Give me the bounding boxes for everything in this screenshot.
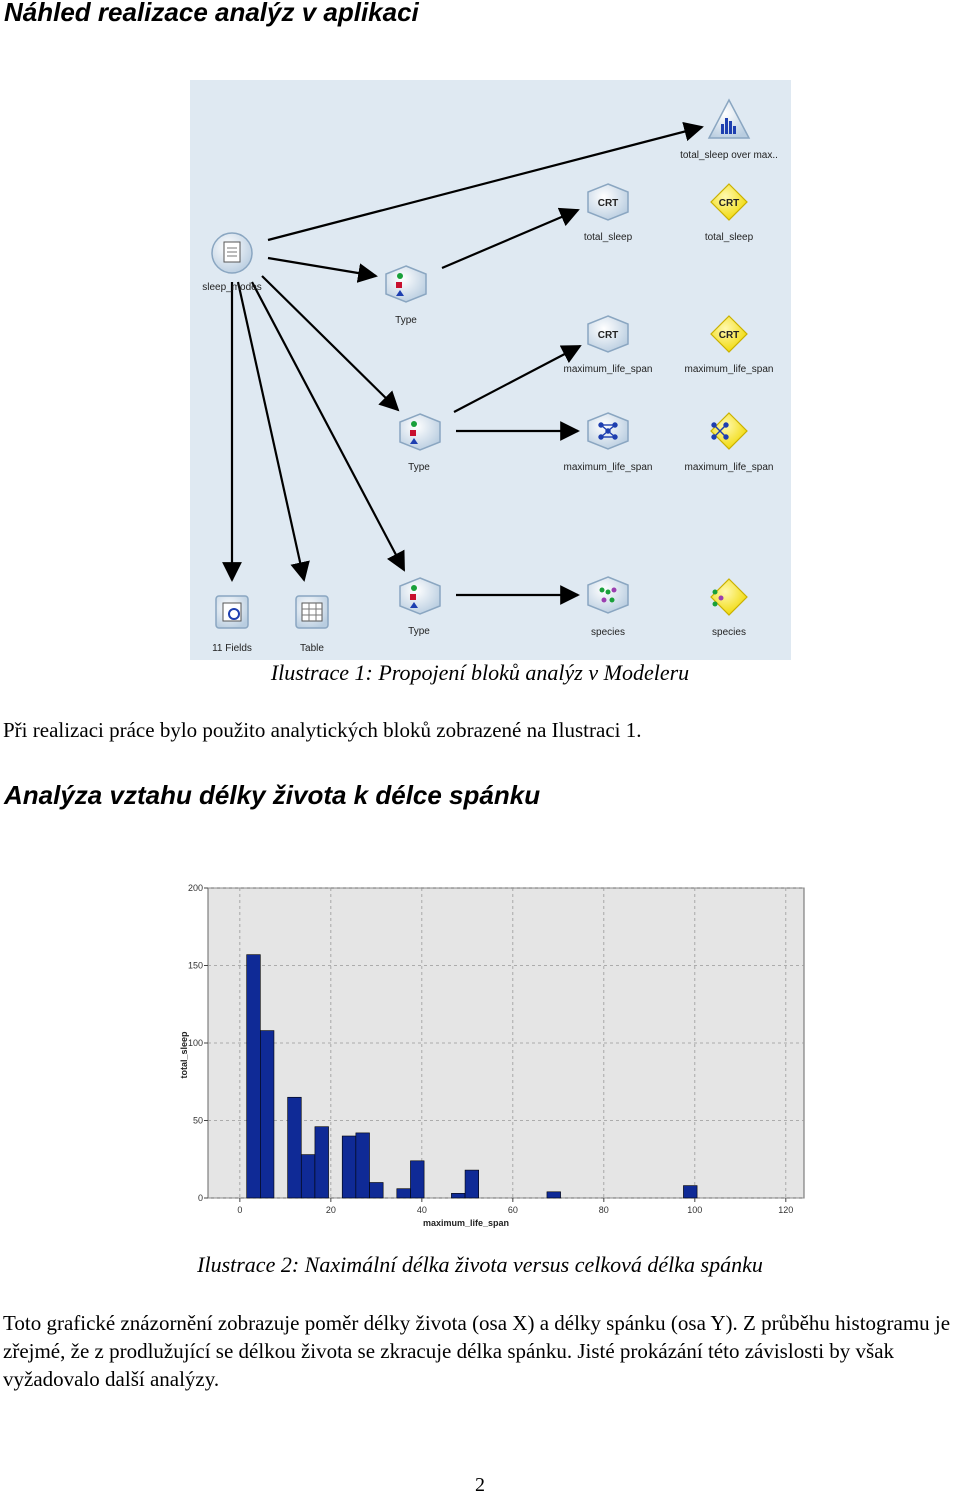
x-tick-label: 80 — [598, 1205, 609, 1215]
histogram-bar — [356, 1133, 370, 1198]
x-tick-label: 40 — [416, 1205, 427, 1215]
cart-icon: CRT — [597, 198, 619, 209]
type-node-2[interactable] — [400, 414, 440, 473]
data-audit-node-label: 11 Fields — [212, 643, 252, 654]
histogram-bar — [451, 1193, 465, 1198]
histogram-bar — [370, 1183, 384, 1199]
page-number: 2 — [475, 1474, 485, 1496]
table-node-label: Table — [300, 643, 324, 654]
paragraph-intro: Při realizaci práce bylo použito analytických bloků zobrazené na Ilustraci 1. — [3, 718, 642, 742]
link-source-type2 — [262, 276, 398, 410]
type-node-3-label: Type — [408, 626, 430, 637]
histogram-bar — [683, 1186, 697, 1198]
y-tick-label: 50 — [192, 1115, 203, 1126]
modeler-stream-diagram — [190, 80, 791, 660]
link-source-type1 — [268, 258, 376, 276]
cart-model-icon: CRT — [718, 198, 740, 209]
histogram-bar — [301, 1155, 315, 1198]
type-node-2-label: Type — [408, 462, 430, 473]
paragraph-description: Toto grafické znázornění zobrazuje poměr délky života (osa X) a délky spánku (osa Y). Z průběhu histogramu je zřejmé, že z prodlužující se délkou života se zkracuje délka spánku. Jisté prokázání této závislosti by však vyžadovalo další analýzy. — [3, 1311, 951, 1391]
y-tick-label: 100 — [187, 1038, 203, 1048]
type-node-3[interactable] — [400, 578, 440, 637]
link-source-type3 — [252, 282, 404, 570]
histogram-bar — [397, 1189, 411, 1198]
type-node-1-label: Type — [395, 315, 417, 326]
link-type1-cart1 — [442, 210, 578, 268]
histogram-bar — [288, 1097, 302, 1198]
neural-net-model-label: maximum_life_span — [684, 462, 774, 473]
y-tick-label: 150 — [187, 960, 203, 971]
cart-node-2[interactable] — [564, 316, 653, 375]
link-source-table — [238, 282, 304, 580]
cluster-model-label: species — [712, 627, 746, 638]
histogram-bar — [342, 1136, 356, 1198]
histogram-bar — [410, 1161, 424, 1198]
x-tick-label: 100 — [687, 1205, 703, 1215]
histogram-svg — [170, 880, 810, 1230]
graph-node[interactable] — [680, 100, 778, 161]
histogram-bar — [315, 1127, 329, 1198]
x-tick-label: 0 — [237, 1205, 243, 1215]
histogram-chart — [170, 880, 810, 1235]
link-source-graph — [268, 127, 702, 240]
stream-canvas — [190, 80, 791, 660]
cart-model-2-label: maximum_life_span — [684, 364, 774, 375]
y-tick-label: 200 — [187, 883, 203, 893]
y-tick-label: 0 — [197, 1193, 203, 1203]
figure-caption-1: Ilustrace 1: Propojení bloků analýz v Modeleru — [270, 660, 690, 685]
histogram-bar — [547, 1192, 561, 1198]
table-node[interactable] — [296, 596, 328, 654]
stream-connections — [232, 127, 702, 595]
source-node[interactable] — [202, 233, 261, 293]
source-node-label: sleep_modes — [202, 282, 262, 293]
cart-model-1[interactable] — [705, 184, 754, 243]
histogram-bar — [260, 1031, 274, 1198]
cluster-node[interactable] — [588, 577, 628, 638]
figure-caption-2: Ilustrace 2: Naximální délka života versus celková délka spánku — [197, 1252, 763, 1277]
neural-net-model[interactable] — [685, 413, 774, 473]
neural-net-node-label: maximum_life_span — [563, 462, 653, 473]
link-type2-cart2 — [454, 346, 580, 412]
cluster-model[interactable] — [711, 579, 747, 638]
table-icon — [302, 603, 322, 621]
y-axis-title: total_sleep — [179, 1031, 189, 1079]
x-tick-label: 120 — [778, 1205, 794, 1215]
histogram-bar — [465, 1170, 479, 1198]
cart-model-2[interactable] — [685, 316, 774, 375]
cart-node-1-label: total_sleep — [583, 232, 633, 243]
cart-model-icon: CRT — [718, 330, 740, 341]
type-node-1[interactable] — [386, 266, 426, 326]
cart-icon: CRT — [597, 330, 619, 341]
graph-node-label: total_sleep over max.. — [680, 150, 778, 161]
page-heading: Náhled realizace analýz v aplikaci — [4, 0, 419, 27]
cart-node-1[interactable] — [584, 184, 633, 243]
cart-model-1-label: total_sleep — [704, 232, 754, 243]
neural-net-node[interactable] — [564, 413, 653, 473]
x-tick-label: 20 — [325, 1205, 336, 1215]
histogram-bar — [247, 955, 261, 1198]
x-tick-label: 60 — [507, 1205, 518, 1215]
section-heading: Analýza vztahu délky života k délce spánku — [4, 780, 541, 810]
cluster-node-label: species — [591, 627, 625, 638]
cart-node-2-label: maximum_life_span — [563, 364, 653, 375]
data-audit-node[interactable] — [212, 596, 252, 654]
x-axis-title: maximum_life_span — [422, 1218, 510, 1228]
